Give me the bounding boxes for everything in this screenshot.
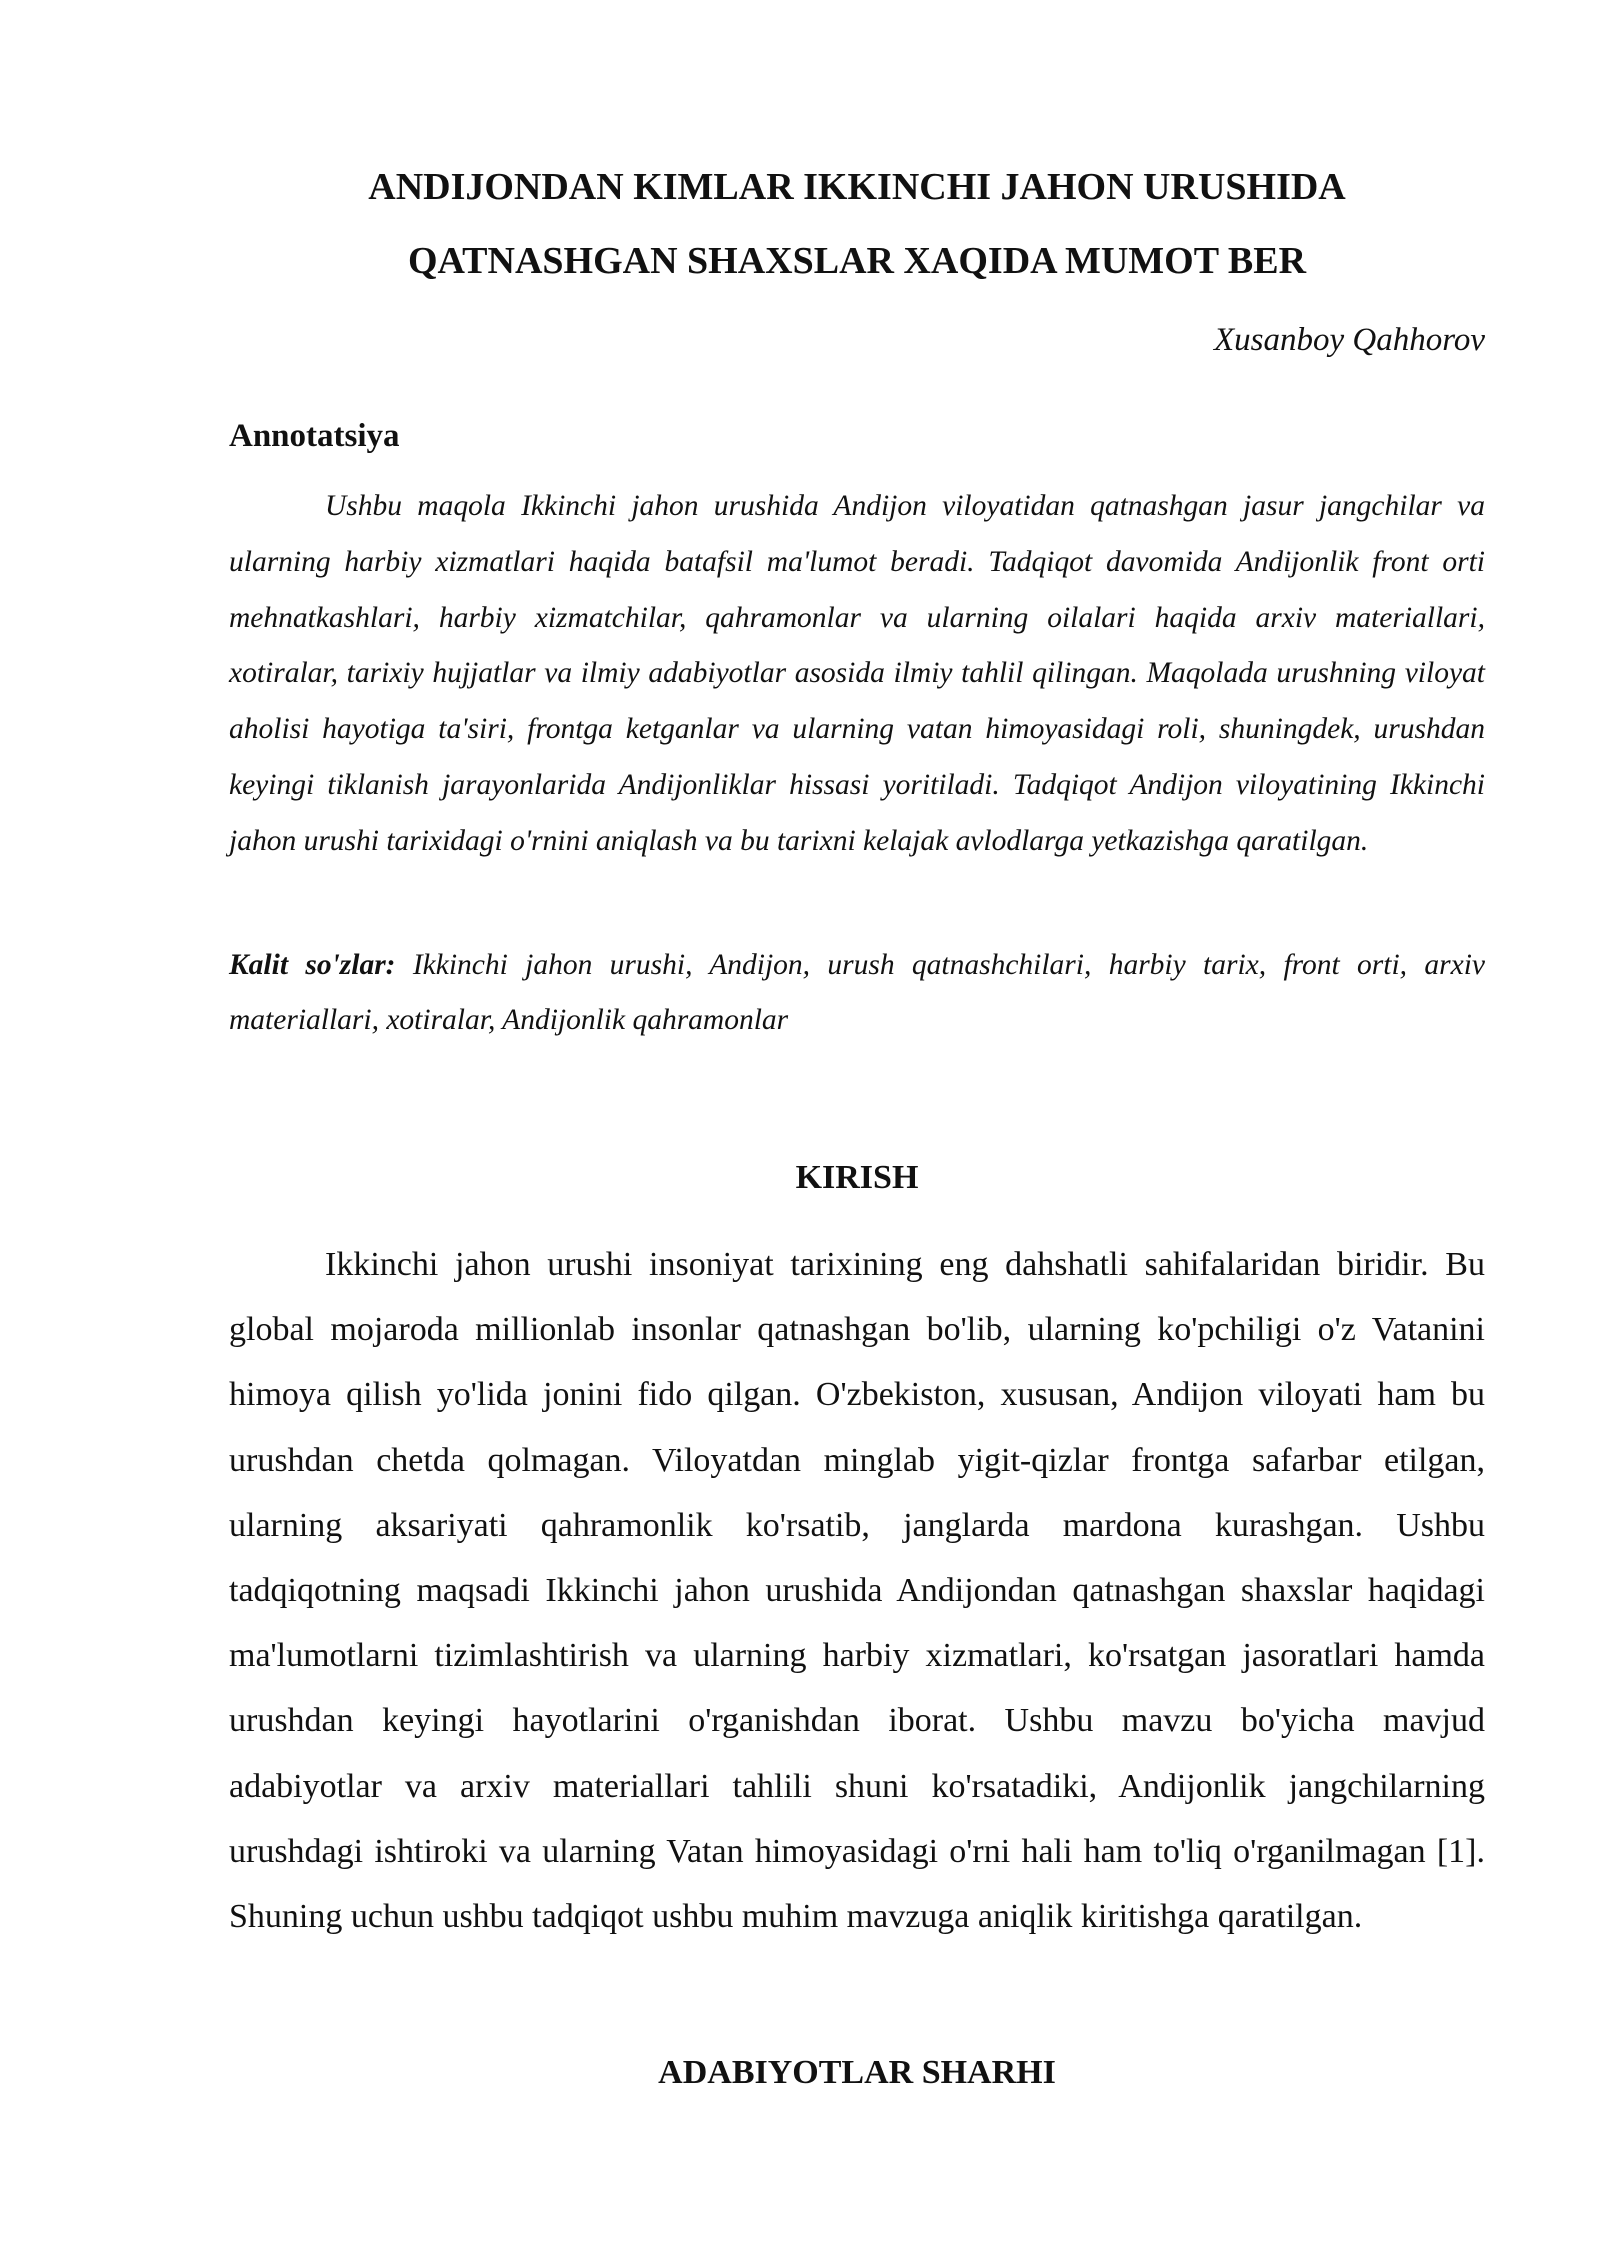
section-heading-adabiyotlar-sharhi: ADABIYOTLAR SHARHI [658,2054,1056,2091]
annotation-heading: Annotatsiya [229,418,400,454]
annotation-text: Ushbu maqola Ikkinchi jahon urushida Andijon viloyatidan qatnashgan jasur jangchilar va ularning harbiy xizmatlari haqida batafsil ma'lumot beradi. Tadqiqot davomida Andijonlik front orti mehnatkashlari, harbiy xizmatchilar, qahramonlar va ularning oilalari haqida arxiv materiallari, xotiralar, tarixiy hujjatlar va ilmiy adabiyotlar asosida ilmiy tahlil qilingan. Maqolada urushning viloyat aholisi hayotiga ta'siri, frontga ketganlar va ularning vatan himoyasidagi roli, shuningdek, urushdan keyingi tiklanish jarayonlarida Andijonliklar hissasi yoritiladi. Tadqiqot Andijon viloyatining Ikkinchi jahon urushi tarixidagi o'rnini aniqlash va bu tarixni kelajak avlodlarga yetkazishga qaratilgan. [229,490,1485,857]
keywords-text: Ikkinchi jahon urushi, Andijon, urush qatnashchilari, harbiy tarix, front orti, arxiv materiallari, xotiralar, Andijonlik qahramonlar [229,949,1485,1036]
keywords-label: Kalit so'zlar: [229,949,396,981]
section-heading-kirish: KIRISH [795,1159,919,1196]
keywords [229,938,1485,1048]
author-name: Xusanboy Qahhorov [1214,322,1485,358]
paper-title-line-2: QATNASHGAN SHAXSLAR XAQIDA MUMOT BER [407,240,1307,282]
paper-title-line-1: ANDIJONDAN KIMLAR IKKINCHI JAHON URUSHIDA [368,166,1346,208]
paper-title [229,150,1485,298]
section-body-kirish: Ikkinchi jahon urushi insoniyat tarixining eng dahshatli sahifalaridan biridir. Bu global mojaroda millionlab insonlar qatnashgan bo'lib, ularning ko'pchiligi o'z Vatanini himoya qilish yo'lida jonini fido qilgan. O'zbekiston, xususan, Andijon viloyati ham bu urushdan chetda qolmagan. Viloyatdan minglab yigit-qizlar frontga safarbar etilgan, ularning aksariyati qahramonlik ko'rsatib, janglarda mardona kurashgan. Ushbu tadqiqotning maqsadi Ikkinchi jahon urushida Andijondan qatnashgan shaxslar haqidagi ma'lumotlarni tizimlashtirish va ularning harbiy xizmatlari, ko'rsatgan jasoratlari hamda urushdan keyingi hayotlarini o'rganishdan iborat. Ushbu mavzu bo'yicha mavjud adabiyotlar va arxiv materiallari tahlili shuni ko'rsatadiki, Andijonlik jangchilarning urushdagi ishtiroki va ularning Vatan himoyasidagi o'rni hali ham to'liq o'rganilmagan [1]. Shuning uchun ushbu tadqiqot ushbu muhim mavzuga aniqlik kiritishga qaratilgan. [229,1246,1485,1936]
